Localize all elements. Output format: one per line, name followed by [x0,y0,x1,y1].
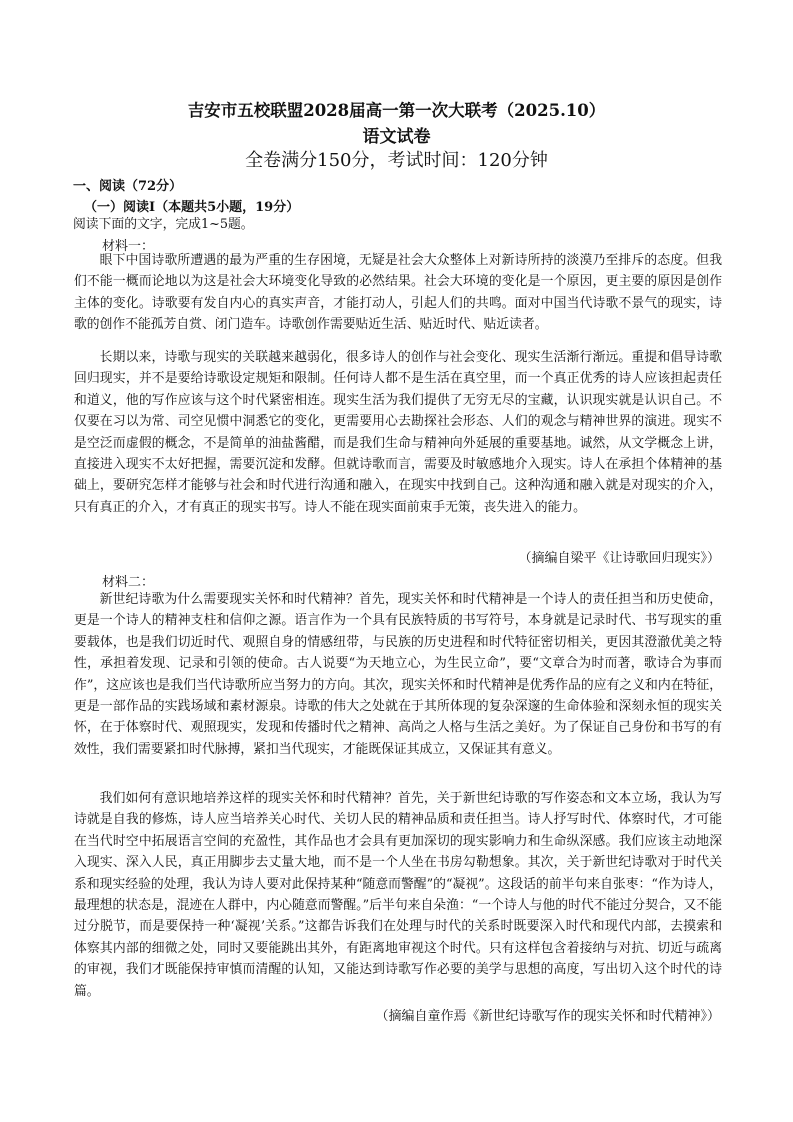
material1-paragraph-1: 眼下中国诗歌所遭遇的最为严重的生存困境，无疑是社会大众整体上对新诗所持的淡漠乃至排斥的态度。但我们不能一概而论地以为这是社会大环境变化导致的必然结果。社会大环境的变化是一个原因，更主要的原因是创作主体的变化。诗歌要有发自内心的真实声音，才能打动人，引起人们的共鸣。面对中国当代诗歌不景气的现实，诗歌的创作不能孤芳自赏、闭门造车。诗歌创作需要贴近生活、贴近时代、贴近读者。 [74,253,722,333]
section-subheading: （一）阅读Ⅰ（本题共5小题，19分） [84,200,300,215]
material2-paragraph-1: 新世纪诗歌为什么需要现实关怀和时代精神？首先，现实关怀和时代精神是一个诗人的责任担当和历史使命，更是一个诗人的精神支柱和信仰之源。语言作为一个具有民族特质的书写符号，本身就是记录时代、书写现实的重要载体，也是我们切近时代、观照自身的情感纽带，与民族的历史进程和时代特征密切相关，更因其澄澈优美之特性，承担着发现、记录和引领的使命。古人说要“为天地立心，为生民立命”，要“文章合为时而著，歌诗合为事而作”，这应该也是我们当代诗歌所应当努力的方向。其次，现实关怀和时代精神是优秀作品的应有之义和内在特征，更是一部作品的实践场域和素材源泉。诗歌的伟大之处就在于其所体现的复杂深邃的生命体验和深刻永恒的现实关怀，在于体察时代、观照现实，发现和传播时代之精神、高尚之人格与生活之美好。为了保证自己身份和书写的有效性，我们需要紧扣时代脉搏，紧扣当代现实，才能既保证其成立，又保证其有意义。 [74,592,722,757]
material1-source: （摘编自梁平《让诗歌回归现实》） [518,551,720,566]
section-heading: 一、阅读（72分） [73,179,183,194]
exam-title: 吉安市五校联盟2028届高一第一次大联考（2025.10） [187,101,606,120]
material2-label: 材料二： [102,575,155,590]
material2-paragraph-2: 我们如何有意识地培养这样的现实关怀和时代精神？首先，关于新世纪诗歌的写作姿态和文本立场，我认为写诗就是自我的修炼，诗人应当培养关心时代、关切人民的精神品质和责任担当。诗人抒写时代、体察时代，才可能在当代时空中拓展语言空间的充盈性，其作品也才会具有更加深切的现实影响力和生命纵深感。我们应该主动地深入现实、深入人民，真正用脚步去丈量大地，而不是一个人坐在书房勾勒想象。其次，关于新世纪诗歌对于时代关系和现实经验的处理，我认为诗人要对此保持某种“随意而警醒”的“凝视”。这段话的前半句来自张枣：“作为诗人，最理想的状态是，混迹在人群中，内心随意而警醒。”后半句来自朵渔：“一个诗人与他的时代不能过分契合，又不能过分脱节，而是要保持一种‘凝视’关系。”这都告诉我们在处理与时代的关系时既要深入时代和现代内部，去摸索和体察其内部的细微之处，同时又要能跳出其外，有距离地审视这个时代。只有这样包含着接纳与对抗、切近与疏离的审视，我们才既能保持审慎而清醒的认知，又能达到诗歌写作必要的美学与思想的高度，写出切入这个时代的诗篇。 [74,791,722,999]
exam-subject: 语文试卷 [362,127,431,147]
material1-label: 材料一： [102,239,155,254]
exam-meta: 全卷满分150分，考试时间：120分钟 [245,150,548,171]
material2-source: （摘编自童作焉《新世纪诗歌写作的现实关怀和时代精神》） [375,1009,720,1024]
reading-instruction: 阅读下面的文字，完成1~5题。 [73,217,254,232]
material1-paragraph-2: 长期以来，诗歌与现实的关联越来越弱化，很多诗人的创作与社会变化、现实生活渐行渐远。重提和倡导诗歌回归现实，并不是要给诗歌设定规矩和限制。任何诗人都不是生活在真空里，而一个真正优秀的诗人应该担起责任和道义，他的写作应该与这个时代紧密相连。现实生活为我们提供了无穷无尽的宝藏，认识现实就是认识自己。不仅要在习以为常、司空见惯中洞悉它的变化，更需要用心去勘探社会形态、人们的观念与精神世界的演进。现实不是空泛而虚假的概念，不是简单的油盐酱醋，而是我们生命与精神向外延展的重要基地。诚然，从文学概念上讲，直接进入现实不太好把握，需要沉淀和发酵。但就诗歌而言，需要及时敏感地介入现实。诗人在承担个体精神的基础上，要研究怎样才能够与社会和时代进行沟通和融入，在现实中找到自己。这种沟通和融入就是对现实的介入，只有真正的介入，才有真正的现实书写。诗人不能在现实面前束手无策，丧失进入的能力。 [74,350,722,515]
